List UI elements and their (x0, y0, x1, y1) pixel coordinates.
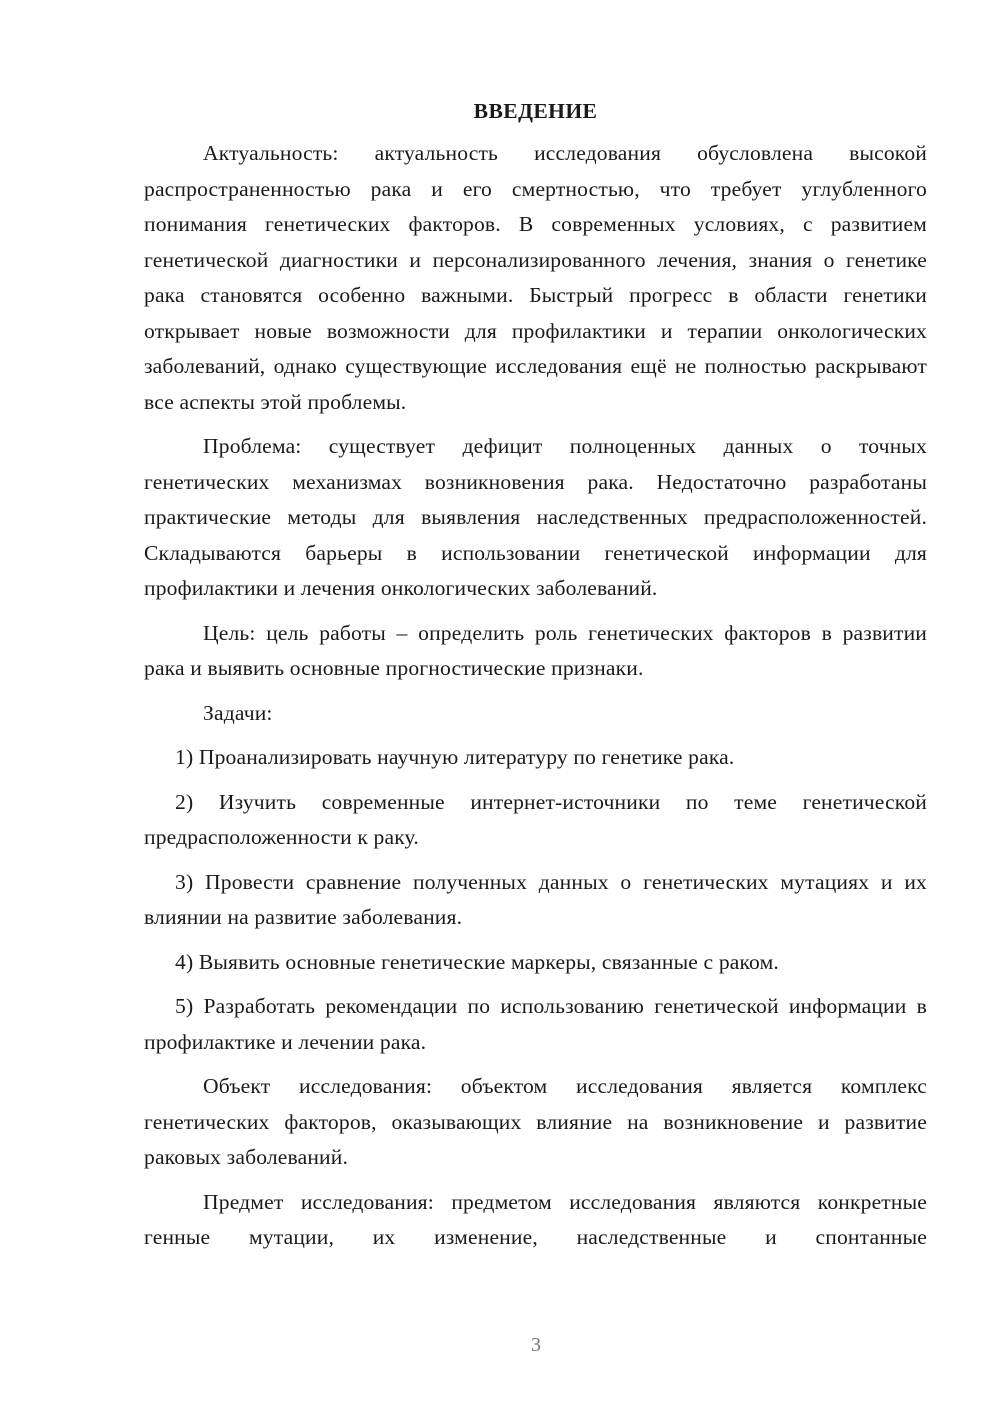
task-item-3: 3) Провести сравнение полученных данных о генетических мутациях и их влиянии на развитие заболевания. (144, 869, 927, 929)
paragraph-subject: Предмет исследования: предметом исследования являются конкретные генные мутации, их изменение, наследственные и спонтанные (144, 1189, 927, 1249)
task-item-2: 2) Изучить современные интернет-источники по теме генетической предрасположенности к раку. (144, 789, 927, 849)
task-item-4: 4) Выявить основные генетические маркеры, связанные с раком. (175, 949, 779, 974)
page-body (144, 96, 927, 1256)
task-item-1: 1) Проанализировать научную литературу по генетике рака. (175, 745, 735, 769)
section-title: ВВЕДЕНИЕ (473, 99, 598, 123)
paragraph-goal: Цель: цель работы – определить роль генетических факторов в развитии рака и выявить основные прогностические признаки. (144, 620, 927, 680)
task-item-5: 5) Разработать рекомендации по использованию генетической информации в профилактике и лечении рака. (144, 994, 927, 1054)
paragraph-problem: Проблема: существует дефицит полноценных данных о точных генетических механизмах возникновения рака. Недостаточно разработаны практические методы для выявления наследственных предрасположенностей. Складываются барьеры в использовании генетической информации для профилактики и лечения онкологических заболеваний. (144, 434, 927, 600)
paragraph-relevance: Актуальность: актуальность исследования обусловлена высокой распространенностью рака и его смертностью, что требует углубленного понимания генетических факторов. В современных условиях, с развитием генетической диагностики и персонализированного лечения, знания о генетике рака становятся особенно важными. Быстрый прогресс в области генетики открывает новые возможности для профилактики и терапии онкологических заболеваний, однако существующие исследования ещё не полностью раскрывают все аспекты этой проблемы. (144, 141, 927, 414)
page-number: 3 (531, 1334, 541, 1356)
paragraph-object: Объект исследования: объектом исследования является комплекс генетических факторов, оказывающих влияние на возникновение и развитие раковых заболеваний. (144, 1074, 927, 1169)
tasks-heading: Задачи: (203, 700, 273, 725)
